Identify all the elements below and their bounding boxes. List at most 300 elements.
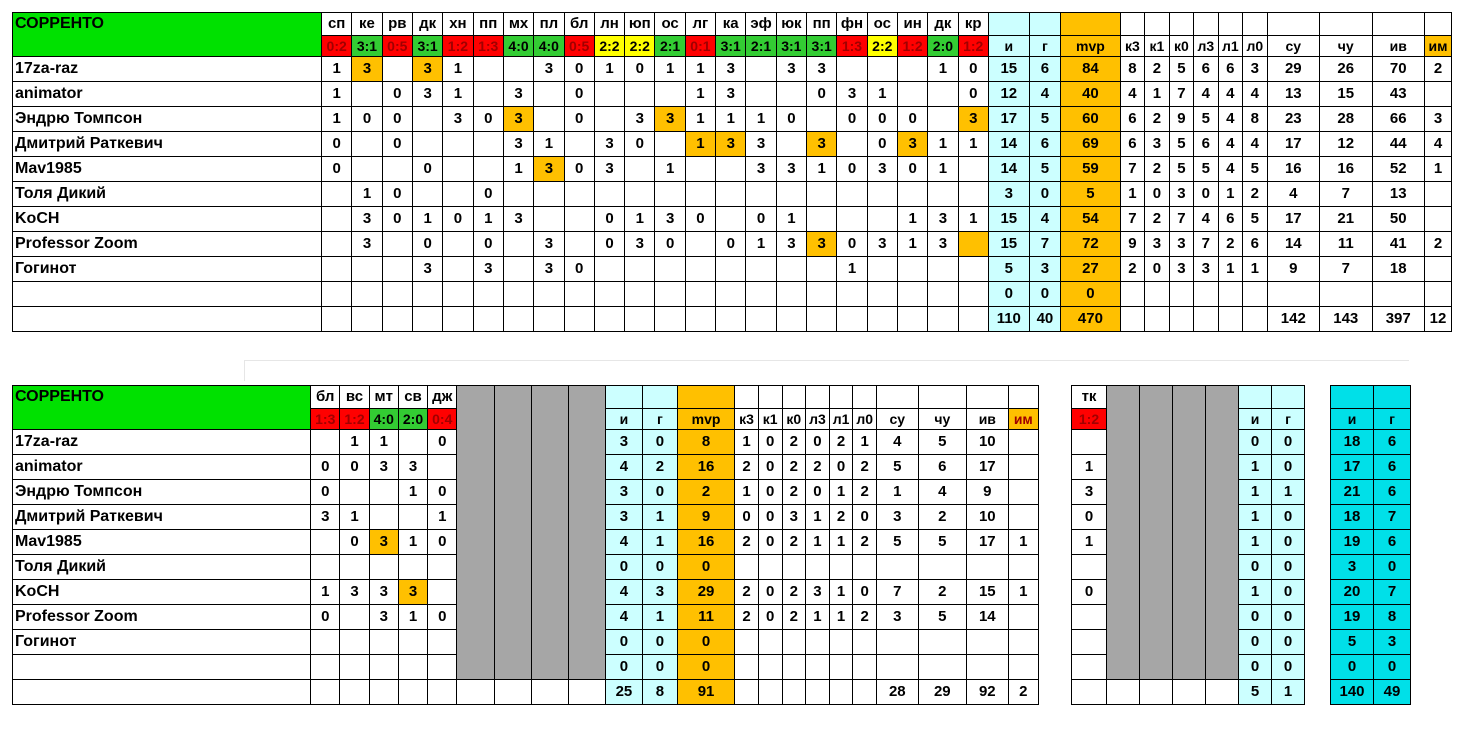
match-goal: 3	[928, 207, 958, 232]
stat-header-top	[967, 386, 1009, 409]
match-goal: 3	[503, 207, 533, 232]
match-goal	[534, 82, 564, 107]
match-score: 1:2	[958, 36, 988, 57]
player-stat: 1	[1239, 580, 1272, 605]
header-row	[13, 386, 1039, 409]
empty-column	[568, 386, 605, 680]
match-goal	[340, 555, 369, 580]
match-goal: 1	[340, 505, 369, 530]
blank-cell	[311, 680, 340, 705]
player-stat: 2	[1424, 232, 1451, 257]
player-stat: 0	[1272, 430, 1305, 455]
match-goal	[625, 157, 655, 182]
stat-header-label: л1	[829, 409, 853, 430]
stat-header-label: ив	[967, 409, 1009, 430]
player-stat: 2	[853, 455, 877, 480]
stat-header-top	[988, 13, 1029, 36]
match-goal	[322, 182, 352, 207]
blank-cell	[457, 680, 494, 705]
stat-header-label: л3	[1194, 36, 1218, 57]
player-stat: 0	[1061, 282, 1120, 307]
player-stat: 9	[1120, 232, 1144, 257]
total-value	[1169, 307, 1193, 332]
blank-cell	[382, 307, 412, 332]
player-stat: 0	[643, 555, 678, 580]
blank-cell	[531, 680, 568, 705]
opponent-header: сп	[322, 13, 352, 36]
match-goal	[369, 655, 398, 680]
match-goal: 3	[807, 57, 837, 82]
player-stat: 4	[1194, 82, 1218, 107]
match-goal	[340, 630, 369, 655]
total-value: 28	[877, 680, 919, 705]
match-score: 3:1	[716, 36, 746, 57]
match-goal: 3	[398, 455, 427, 480]
player-stat: 4	[1194, 207, 1218, 232]
stat-header-top	[1243, 13, 1267, 36]
opponent-header: мт	[369, 386, 398, 409]
player-stat: 44	[1372, 132, 1424, 157]
match-goal: 1	[655, 57, 685, 82]
player-stat: 50	[1372, 207, 1424, 232]
match-goal	[807, 207, 837, 232]
match-goal	[322, 232, 352, 257]
blank-cell	[1072, 680, 1107, 705]
player-stat: 3	[605, 480, 642, 505]
opponent-header: кр	[958, 13, 988, 36]
player-stat: 0	[758, 455, 782, 480]
match-goal: 0	[685, 207, 715, 232]
player-stat: 8	[1120, 57, 1144, 82]
player-stat: 4	[1218, 82, 1242, 107]
player-stat: 23	[1267, 107, 1319, 132]
player-stat: 5	[1194, 157, 1218, 182]
match-goal	[625, 82, 655, 107]
table-title: СОРРЕНТО	[13, 386, 311, 430]
table-title: СОРРЕНТО	[13, 13, 322, 57]
player-stat: 3	[1243, 57, 1267, 82]
match-goal	[716, 157, 746, 182]
match-goal: 0	[746, 207, 776, 232]
player-stat: 7	[1169, 82, 1193, 107]
match-score: 3:1	[807, 36, 837, 57]
player-row	[13, 107, 1452, 132]
stat-header-top	[605, 386, 642, 409]
match-goal: 1	[412, 207, 442, 232]
match-goal: 0	[776, 107, 806, 132]
player-stat: 17	[967, 530, 1009, 555]
stat-header-label: су	[877, 409, 919, 430]
match-goal	[443, 182, 473, 207]
match-goal	[776, 132, 806, 157]
blank-cell	[807, 307, 837, 332]
match-goal: 0	[322, 157, 352, 182]
match-goal: 3	[867, 157, 897, 182]
player-stat: 2	[853, 530, 877, 555]
stat-header-label: г	[1374, 409, 1411, 430]
opponent-header: бл	[311, 386, 340, 409]
match-goal	[382, 57, 412, 82]
player-stat: 0	[1272, 455, 1305, 480]
player-stat: 3	[1169, 182, 1193, 207]
match-goal	[443, 157, 473, 182]
player-row	[13, 132, 1452, 157]
player-stat	[1008, 480, 1038, 505]
match-goal: 3	[503, 132, 533, 157]
match-goal: 1	[928, 57, 958, 82]
match-goal	[655, 132, 685, 157]
match-goal: 0	[382, 182, 412, 207]
blank-cell	[494, 680, 531, 705]
match-score: 1:3	[473, 36, 503, 57]
match-goal: 1	[322, 57, 352, 82]
match-goal	[311, 630, 340, 655]
stat-header-top	[1218, 13, 1242, 36]
player-stat	[806, 655, 830, 680]
match-goal	[716, 207, 746, 232]
player-row	[1331, 555, 1411, 580]
totals-label	[13, 307, 322, 332]
match-goal	[716, 182, 746, 207]
stat-header-top	[1267, 13, 1319, 36]
total-value: 40	[1029, 307, 1060, 332]
player-stat: 9	[677, 505, 734, 530]
match-goal	[746, 257, 776, 282]
stat-header-label: л3	[806, 409, 830, 430]
match-goal	[534, 282, 564, 307]
player-stat: 52	[1372, 157, 1424, 182]
stat-header-top	[1239, 386, 1272, 409]
opponent-header: дк	[412, 13, 442, 36]
match-goal	[594, 282, 624, 307]
player-name: 17za-raz	[13, 430, 311, 455]
match-goal	[1072, 430, 1107, 455]
blank-cell	[655, 307, 685, 332]
total-value: 397	[1372, 307, 1424, 332]
player-stat: 2	[1145, 157, 1169, 182]
player-name: KoCH	[13, 580, 311, 605]
opponent-header: ос	[655, 13, 685, 36]
stat-header-top	[1169, 13, 1193, 36]
opponent-header: ин	[897, 13, 927, 36]
player-stat: 7	[1029, 232, 1060, 257]
match-goal	[352, 282, 382, 307]
match-goal: 1	[746, 107, 776, 132]
match-goal	[625, 257, 655, 282]
blank-cell	[428, 680, 457, 705]
match-goal	[958, 257, 988, 282]
match-goal: 0	[564, 257, 594, 282]
match-goal: 0	[625, 132, 655, 157]
match-goal	[534, 107, 564, 132]
player-stat: 2	[1145, 207, 1169, 232]
stat-header-top	[1372, 13, 1424, 36]
player-row	[1331, 430, 1411, 455]
player-stat	[877, 630, 919, 655]
empty-column	[1206, 386, 1239, 680]
player-stat: 9	[1267, 257, 1319, 282]
player-stat	[735, 655, 759, 680]
player-stat: 1	[1243, 257, 1267, 282]
match-goal	[340, 655, 369, 680]
match-goal: 1	[398, 480, 427, 505]
match-goal: 1	[776, 207, 806, 232]
total-value: 5	[1239, 680, 1272, 705]
player-stat: 8	[1243, 107, 1267, 132]
player-stat: 0	[1272, 605, 1305, 630]
total-value: 8	[643, 680, 678, 705]
player-stat: 1	[1239, 505, 1272, 530]
player-name: Эндрю Томпсон	[13, 480, 311, 505]
player-row	[13, 232, 1452, 257]
match-goal	[958, 182, 988, 207]
match-goal: 1	[369, 430, 398, 455]
stat-header-top	[677, 386, 734, 409]
match-goal: 0	[311, 455, 340, 480]
match-goal	[412, 182, 442, 207]
player-stat: 15	[988, 232, 1029, 257]
match-goal	[369, 480, 398, 505]
match-goal: 1	[897, 207, 927, 232]
stat-header-top	[918, 386, 966, 409]
match-goal: 3	[746, 132, 776, 157]
player-stat: 21	[1320, 207, 1372, 232]
match-goal	[473, 157, 503, 182]
match-goal: 3	[776, 157, 806, 182]
stat-header-top	[1145, 13, 1169, 36]
player-stat: 0	[605, 555, 642, 580]
match-goal	[352, 132, 382, 157]
match-score: 2:2	[625, 36, 655, 57]
match-goal: 0	[564, 82, 594, 107]
player-stat: 1	[1239, 455, 1272, 480]
player-row	[1331, 505, 1411, 530]
match-goal	[685, 257, 715, 282]
player-stat: 5	[1169, 132, 1193, 157]
player-stat	[1008, 455, 1038, 480]
match-goal: 3	[534, 57, 564, 82]
player-stat: 11	[677, 605, 734, 630]
player-stat: 5	[1029, 157, 1060, 182]
match-goal	[776, 282, 806, 307]
player-stat: 3	[877, 505, 919, 530]
match-goal	[369, 505, 398, 530]
match-goal: 3	[369, 455, 398, 480]
match-goal: 1	[352, 182, 382, 207]
blank-cell	[716, 307, 746, 332]
opponent-header: пп	[473, 13, 503, 36]
match-goal	[897, 182, 927, 207]
match-goal	[837, 132, 867, 157]
opponent-header: юп	[625, 13, 655, 36]
blank-cell	[534, 307, 564, 332]
player-stat: 0	[1239, 555, 1272, 580]
player-row	[13, 182, 1452, 207]
total-value	[1243, 307, 1267, 332]
match-goal: 0	[382, 82, 412, 107]
match-goal: 3	[412, 257, 442, 282]
player-stat	[1424, 82, 1451, 107]
match-goal	[412, 107, 442, 132]
match-goal: 0	[716, 232, 746, 257]
match-goal	[564, 207, 594, 232]
match-goal: 3	[352, 207, 382, 232]
player-stat: 9	[1169, 107, 1193, 132]
stat-header-label: к1	[1145, 36, 1169, 57]
player-stat: 4	[1218, 107, 1242, 132]
stat-header-label: и	[1331, 409, 1374, 430]
blank-cell	[369, 680, 398, 705]
match-goal: 0	[837, 232, 867, 257]
player-stat: 0	[853, 505, 877, 530]
match-goal	[625, 282, 655, 307]
player-stat: 6	[1120, 132, 1144, 157]
player-stat: 14	[988, 132, 1029, 157]
player-stat: 6	[1120, 107, 1144, 132]
opponent-header: лг	[685, 13, 715, 36]
match-goal	[655, 282, 685, 307]
player-stat: 1	[806, 605, 830, 630]
match-goal	[594, 82, 624, 107]
match-goal: 0	[382, 207, 412, 232]
blank-cell	[503, 307, 533, 332]
season-stats-table-2	[12, 385, 1039, 705]
stat-header-label: л1	[1218, 36, 1242, 57]
match-goal: 0	[340, 455, 369, 480]
player-stat: 0	[1272, 505, 1305, 530]
total-value	[829, 680, 853, 705]
player-stat: 2	[1243, 182, 1267, 207]
player-stat: 5	[918, 430, 966, 455]
player-stat: 13	[1267, 82, 1319, 107]
match-goal	[1072, 630, 1107, 655]
header-row	[1072, 386, 1305, 409]
opponent-header: ка	[716, 13, 746, 36]
player-stat: 1	[829, 480, 853, 505]
player-stat	[1372, 282, 1424, 307]
match-goal: 3	[807, 132, 837, 157]
grand-total-value: 49	[1374, 680, 1411, 705]
player-stat: 0	[1194, 182, 1218, 207]
match-goal: 3	[503, 107, 533, 132]
match-goal	[503, 232, 533, 257]
player-stat: 4	[605, 580, 642, 605]
player-stat: 3	[782, 505, 806, 530]
stat-header-top	[1029, 13, 1060, 36]
player-row	[1331, 630, 1411, 655]
player-name: Толя Дикий	[13, 555, 311, 580]
match-goal	[837, 282, 867, 307]
player-stat: 0	[1029, 182, 1060, 207]
empty-column	[457, 386, 494, 680]
player-stat: 15	[967, 580, 1009, 605]
player-stat: 1	[829, 530, 853, 555]
player-stat	[1218, 282, 1242, 307]
opponent-header: лн	[594, 13, 624, 36]
player-stat: 54	[1061, 207, 1120, 232]
stat-header-label: л0	[1243, 36, 1267, 57]
match-goal	[473, 282, 503, 307]
player-stat	[735, 630, 759, 655]
player-stat: 0	[988, 282, 1029, 307]
player-stat: 2	[806, 455, 830, 480]
match-score: 2:0	[398, 409, 427, 430]
header-row	[1331, 386, 1411, 409]
stat-header-label: чу	[1320, 36, 1372, 57]
total-value: 1	[1272, 680, 1305, 705]
blank-cell	[685, 307, 715, 332]
match-goal	[594, 257, 624, 282]
player-stat	[1424, 207, 1451, 232]
match-goal: 0	[382, 132, 412, 157]
stat-header-label: к3	[735, 409, 759, 430]
player-stat: 1	[829, 580, 853, 605]
match-goal: 0	[473, 182, 503, 207]
stat-header-label: mvp	[677, 409, 734, 430]
match-goal: 0	[594, 207, 624, 232]
player-stat: 2	[829, 430, 853, 455]
match-goal	[534, 182, 564, 207]
player-stat: 2	[853, 480, 877, 505]
blank-cell	[568, 680, 605, 705]
total-value	[735, 680, 759, 705]
match-goal	[382, 257, 412, 282]
player-stat: 0	[758, 480, 782, 505]
stat-header-top	[806, 386, 830, 409]
match-goal: 1	[958, 207, 988, 232]
player-stat	[967, 555, 1009, 580]
opponent-header: мх	[503, 13, 533, 36]
player-stat: 3	[1169, 257, 1193, 282]
player-stat: 1	[1272, 480, 1305, 505]
player-stat	[967, 630, 1009, 655]
grand-total-stat: 18	[1331, 505, 1374, 530]
player-stat: 1	[806, 505, 830, 530]
stat-header-label: чу	[918, 409, 966, 430]
match-goal	[412, 132, 442, 157]
match-goal: 0	[443, 207, 473, 232]
blank-cell	[1107, 680, 1140, 705]
match-goal: 3	[897, 132, 927, 157]
player-stat	[1169, 282, 1193, 307]
match-goal	[369, 555, 398, 580]
header-row	[13, 13, 1452, 36]
total-value	[806, 680, 830, 705]
player-stat: 3	[1029, 257, 1060, 282]
player-stat: 1	[643, 505, 678, 530]
player-name: Толя Дикий	[13, 182, 322, 207]
match-goal	[340, 480, 369, 505]
player-stat: 16	[1267, 157, 1319, 182]
extra-match-table	[1071, 385, 1305, 705]
player-stat: 0	[1272, 630, 1305, 655]
match-goal: 0	[897, 107, 927, 132]
player-row	[1331, 480, 1411, 505]
player-stat: 3	[605, 505, 642, 530]
player-stat: 2	[677, 480, 734, 505]
player-stat	[758, 555, 782, 580]
match-goal: 1	[807, 157, 837, 182]
player-stat: 84	[1061, 57, 1120, 82]
match-goal	[428, 630, 457, 655]
match-goal: 3	[311, 505, 340, 530]
stat-header-top	[735, 386, 759, 409]
player-name: 17za-raz	[13, 57, 322, 82]
match-score: 4:0	[534, 36, 564, 57]
match-goal	[867, 207, 897, 232]
match-goal: 0	[897, 157, 927, 182]
player-stat: 66	[1372, 107, 1424, 132]
